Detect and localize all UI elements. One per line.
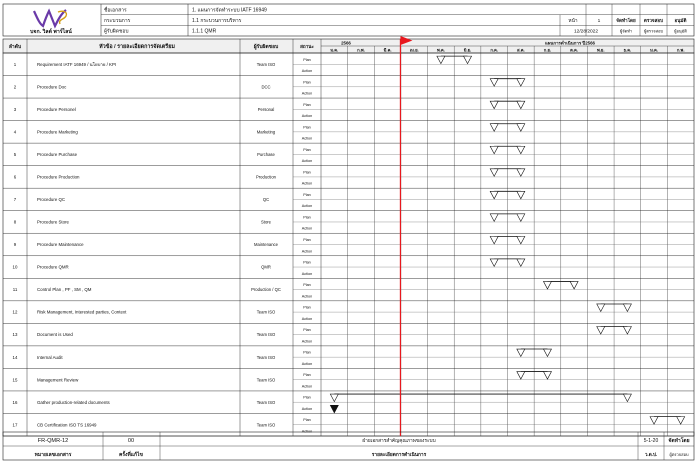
row-plan-label: Plan bbox=[303, 305, 311, 310]
plan-triangle-icon bbox=[570, 281, 578, 289]
row-topic: Management Review bbox=[37, 377, 79, 383]
table-row bbox=[3, 58, 694, 76]
footer-ref2: ว.ด.ป. bbox=[644, 452, 658, 457]
row-number: 16 bbox=[12, 399, 18, 405]
row-responsible: Team ISO bbox=[256, 399, 276, 405]
row-number: 8 bbox=[13, 219, 17, 225]
plan-triangle-icon bbox=[677, 417, 685, 425]
table-row bbox=[3, 170, 694, 188]
row-responsible: Team ISO bbox=[256, 61, 276, 67]
row-plan-label: Plan bbox=[303, 215, 311, 220]
row-action-label: Action bbox=[301, 429, 313, 434]
row-number: 1 bbox=[13, 61, 17, 67]
doc-value: 1. แผนการจัดทำระบบ IATF 16949 bbox=[192, 7, 267, 14]
footer-rev: 00 bbox=[127, 438, 135, 444]
col-status-header: สถานะ bbox=[300, 44, 314, 49]
row-number: 7 bbox=[13, 197, 17, 203]
row-plan-label: Plan bbox=[303, 238, 311, 243]
plan-triangle-icon bbox=[464, 56, 472, 64]
sign-label-1: จัดทำโดย bbox=[616, 18, 636, 23]
row-plan-label: Plan bbox=[303, 418, 311, 423]
plan-triangle-icon bbox=[517, 191, 525, 199]
plan-triangle-icon bbox=[517, 214, 525, 222]
row-action-label: Action bbox=[301, 339, 313, 344]
table-row bbox=[3, 351, 694, 369]
row-topic: Procedure Marketing bbox=[37, 129, 78, 135]
row-responsible: Marketing bbox=[256, 129, 276, 135]
row-action-label: Action bbox=[301, 159, 313, 164]
document-header bbox=[3, 4, 694, 36]
row-topic: Procedure Personel bbox=[37, 106, 76, 112]
plan-triangle-icon bbox=[490, 146, 498, 154]
row-responsible: DCC bbox=[261, 84, 271, 90]
today-marker bbox=[400, 36, 412, 436]
month-label: เม.ย. bbox=[409, 47, 419, 53]
row-topic: Internal Audit bbox=[37, 354, 63, 360]
row-action-label: Action bbox=[301, 271, 313, 276]
month-label: ต.ค. bbox=[570, 47, 579, 53]
sub-value: 1.1.1 QMR bbox=[192, 28, 217, 35]
logo-mark bbox=[34, 10, 66, 26]
footer-sign-1: จัดทำโดย bbox=[668, 438, 690, 444]
row-plan-label: Plan bbox=[303, 125, 311, 130]
footer-center-1: ฝ่ายเอกสารสำคัญคุณภาพของระบบ bbox=[362, 439, 436, 444]
table-row bbox=[3, 396, 694, 414]
month-label: มิ.ย. bbox=[463, 47, 472, 53]
footer-sign-2: ผู้ตรวจสอบ bbox=[669, 452, 689, 457]
row-topic: Procedure Production bbox=[37, 174, 80, 180]
plan-triangle-icon bbox=[490, 79, 498, 87]
row-plan-label: Plan bbox=[303, 170, 311, 175]
row-responsible: Team ISO bbox=[256, 377, 276, 383]
row-topic: Procedure Maintenance bbox=[37, 242, 84, 248]
plan-triangle-icon bbox=[543, 281, 551, 289]
table-row bbox=[3, 238, 694, 256]
plan-triangle-icon bbox=[623, 394, 631, 402]
plan-triangle-icon bbox=[623, 326, 631, 334]
row-action-label: Action bbox=[301, 204, 313, 209]
plan-triangle-icon bbox=[490, 259, 498, 267]
doc-label: ชื่อเอกสาร bbox=[104, 7, 127, 14]
row-number: 9 bbox=[13, 242, 17, 248]
row-responsible: Team ISO bbox=[256, 354, 276, 360]
plan-triangle-icon bbox=[623, 304, 631, 312]
row-responsible: Purchase bbox=[257, 151, 275, 157]
row-plan-label: Plan bbox=[303, 147, 311, 152]
table-row bbox=[3, 148, 694, 166]
row-topic: Gather production-related documents bbox=[37, 399, 110, 405]
date-value: 12/28/2022 bbox=[573, 29, 599, 35]
footer-doc-no-label: หมายเลขเอกสาร bbox=[34, 452, 72, 458]
sign-label-2: ตรวจสอบ bbox=[643, 18, 664, 23]
table-row bbox=[3, 103, 694, 121]
plan-triangle-icon bbox=[517, 146, 525, 154]
month-label: ก.พ. bbox=[676, 47, 685, 53]
plan-triangle-icon bbox=[437, 56, 445, 64]
month-label: พ.ค. bbox=[436, 47, 445, 53]
row-number: 5 bbox=[13, 151, 17, 157]
plan-triangle-icon bbox=[517, 101, 525, 109]
page-value: 1 bbox=[597, 19, 601, 24]
process-label: กระบวนการ bbox=[104, 18, 131, 24]
footer-doc-no: FR-QMR-12 bbox=[37, 438, 69, 444]
plan-triangle-icon bbox=[490, 214, 498, 222]
row-responsible: Team ISO bbox=[256, 309, 276, 315]
row-plan-label: Plan bbox=[303, 57, 311, 62]
table-row bbox=[3, 328, 694, 346]
table-row bbox=[3, 125, 694, 143]
table-header bbox=[3, 39, 694, 53]
row-responsible: Maintenance bbox=[254, 242, 278, 248]
row-responsible: Personal bbox=[257, 106, 275, 112]
row-number: 10 bbox=[12, 264, 18, 270]
row-plan-label: Plan bbox=[303, 350, 311, 355]
table-row bbox=[3, 80, 694, 98]
footer-ref: 5-1-20 bbox=[643, 438, 659, 444]
row-topic: Procedure QC bbox=[37, 197, 66, 203]
row-number: 4 bbox=[13, 129, 17, 135]
sub-label: ผู้รับผิดชอบ bbox=[104, 28, 129, 35]
row-number: 17 bbox=[12, 422, 18, 428]
row-action-label: Action bbox=[301, 361, 313, 366]
row-action-label: Action bbox=[301, 114, 313, 119]
month-label: ก.พ. bbox=[357, 47, 365, 53]
plan-triangle-icon bbox=[330, 394, 338, 402]
row-topic: Requirement IATF 16949 / นโยบาย / KPI bbox=[37, 61, 117, 67]
row-responsible: Production / QC bbox=[251, 287, 281, 293]
plan-triangle-icon bbox=[490, 169, 498, 177]
process-value: 1.1 กระบวนการบริหาร bbox=[192, 18, 242, 24]
month-label: ม.ค. bbox=[330, 47, 339, 53]
sign-label-3: อนุมัติ bbox=[674, 18, 687, 23]
row-responsible: Store bbox=[260, 219, 272, 225]
year-left: 2566 bbox=[341, 40, 351, 46]
row-number: 11 bbox=[12, 287, 18, 293]
plan-triangle-icon bbox=[517, 349, 525, 357]
plan-triangle-icon bbox=[517, 124, 525, 132]
row-topic: Procedure Store bbox=[37, 219, 69, 225]
col-topic-header: หัวข้อ / รายละเอียดการจัดเตรียม bbox=[99, 44, 175, 50]
row-number: 2 bbox=[13, 84, 17, 90]
row-action-label: Action bbox=[301, 181, 313, 186]
plan-triangle-icon bbox=[597, 326, 605, 334]
table-row bbox=[3, 373, 694, 391]
month-label: พ.ย. bbox=[596, 47, 605, 53]
row-action-label: Action bbox=[301, 226, 313, 231]
month-label: ก.ค. bbox=[490, 47, 499, 53]
row-topic: Control Plan , PF , SM , QM bbox=[37, 287, 92, 293]
plan-triangle-icon bbox=[543, 349, 551, 357]
row-number: 15 bbox=[12, 377, 18, 383]
table-row bbox=[3, 418, 694, 436]
footer-center-2: รายละเอียดการดำเนินการ bbox=[371, 453, 427, 458]
plan-triangle-icon bbox=[490, 191, 498, 199]
sign-sublabel-2: ผู้ตรวจสอบ bbox=[643, 28, 664, 34]
row-action-label: Action bbox=[301, 294, 313, 299]
sign-sublabel-3: ผู้อนุมัติ bbox=[674, 28, 687, 34]
row-action-label: Action bbox=[301, 249, 313, 254]
row-number: 13 bbox=[12, 332, 18, 338]
row-responsible: QC bbox=[262, 197, 270, 203]
month-label: ม.ค. bbox=[650, 47, 658, 53]
row-responsible: Production bbox=[255, 174, 277, 180]
table-body bbox=[3, 58, 694, 436]
row-topic: Document is Used bbox=[37, 332, 73, 338]
company-name: บจก. วิลด์ พาร์ไลน์ bbox=[30, 29, 72, 35]
row-action-label: Action bbox=[301, 384, 313, 389]
plan-triangle-icon bbox=[517, 79, 525, 87]
plan-triangle-icon bbox=[517, 372, 525, 380]
row-responsible: QMR bbox=[261, 264, 271, 270]
row-number: 3 bbox=[13, 106, 17, 112]
table-row bbox=[3, 193, 694, 211]
row-plan-label: Plan bbox=[303, 260, 311, 265]
month-label: ก.ย. bbox=[543, 47, 552, 53]
row-responsible: Team ISO bbox=[256, 422, 276, 428]
year-right: แผนการดำเนินการ ปี2566 bbox=[545, 40, 595, 46]
company-logo bbox=[34, 10, 66, 26]
plan-triangle-icon bbox=[490, 124, 498, 132]
month-label: มี.ค. bbox=[383, 47, 392, 53]
sign-sublabel-1: ผู้จัดทำ bbox=[619, 28, 633, 34]
table-row bbox=[3, 283, 694, 301]
page-label: หน้า bbox=[568, 19, 578, 24]
col-no-header: ลำดับ bbox=[8, 44, 22, 50]
plan-triangle-icon bbox=[490, 236, 498, 244]
footer-rev-label: ครั้งที่แก้ไข bbox=[119, 452, 143, 458]
row-number: 12 bbox=[12, 309, 18, 315]
row-plan-label: Plan bbox=[303, 283, 311, 288]
row-plan-label: Plan bbox=[303, 192, 311, 197]
row-topic: Procedure Purchase bbox=[37, 151, 78, 157]
table-grid bbox=[3, 39, 694, 436]
row-action-label: Action bbox=[301, 316, 313, 321]
row-plan-label: Plan bbox=[303, 373, 311, 378]
row-number: 6 bbox=[13, 174, 17, 180]
col-resp-header: ผู้รับผิดชอบ bbox=[253, 44, 279, 50]
row-action-label: Action bbox=[301, 406, 313, 411]
plan-triangle-icon bbox=[517, 169, 525, 177]
row-plan-label: Plan bbox=[303, 102, 311, 107]
row-topic: Risk Management, Interested parties, Context bbox=[37, 309, 127, 315]
table-row bbox=[3, 306, 694, 324]
plan-triangle-icon bbox=[517, 259, 525, 267]
row-number: 14 bbox=[12, 354, 18, 360]
row-topic: Procedure QMR bbox=[37, 264, 69, 270]
plan-triangle-icon bbox=[490, 101, 498, 109]
action-triangle-icon bbox=[330, 405, 338, 413]
plan-triangle-icon bbox=[650, 417, 658, 425]
row-action-label: Action bbox=[301, 136, 313, 141]
plan-triangle-icon bbox=[543, 372, 551, 380]
plan-triangle-icon bbox=[517, 236, 525, 244]
month-label: ธ.ค. bbox=[623, 47, 632, 53]
row-topic: Procedure Doc bbox=[37, 84, 67, 90]
row-responsible: Team ISO bbox=[256, 332, 276, 338]
row-plan-label: Plan bbox=[303, 80, 311, 85]
row-plan-label: Plan bbox=[303, 395, 311, 400]
row-action-label: Action bbox=[301, 91, 313, 96]
plan-triangle-icon bbox=[597, 304, 605, 312]
row-plan-label: Plan bbox=[303, 328, 311, 333]
row-action-label: Action bbox=[301, 69, 313, 74]
row-topic: CB Certification ISO TS 16949 bbox=[37, 422, 97, 428]
month-label: ส.ค. bbox=[516, 47, 525, 53]
table-row bbox=[3, 261, 694, 279]
table-row bbox=[3, 215, 694, 233]
